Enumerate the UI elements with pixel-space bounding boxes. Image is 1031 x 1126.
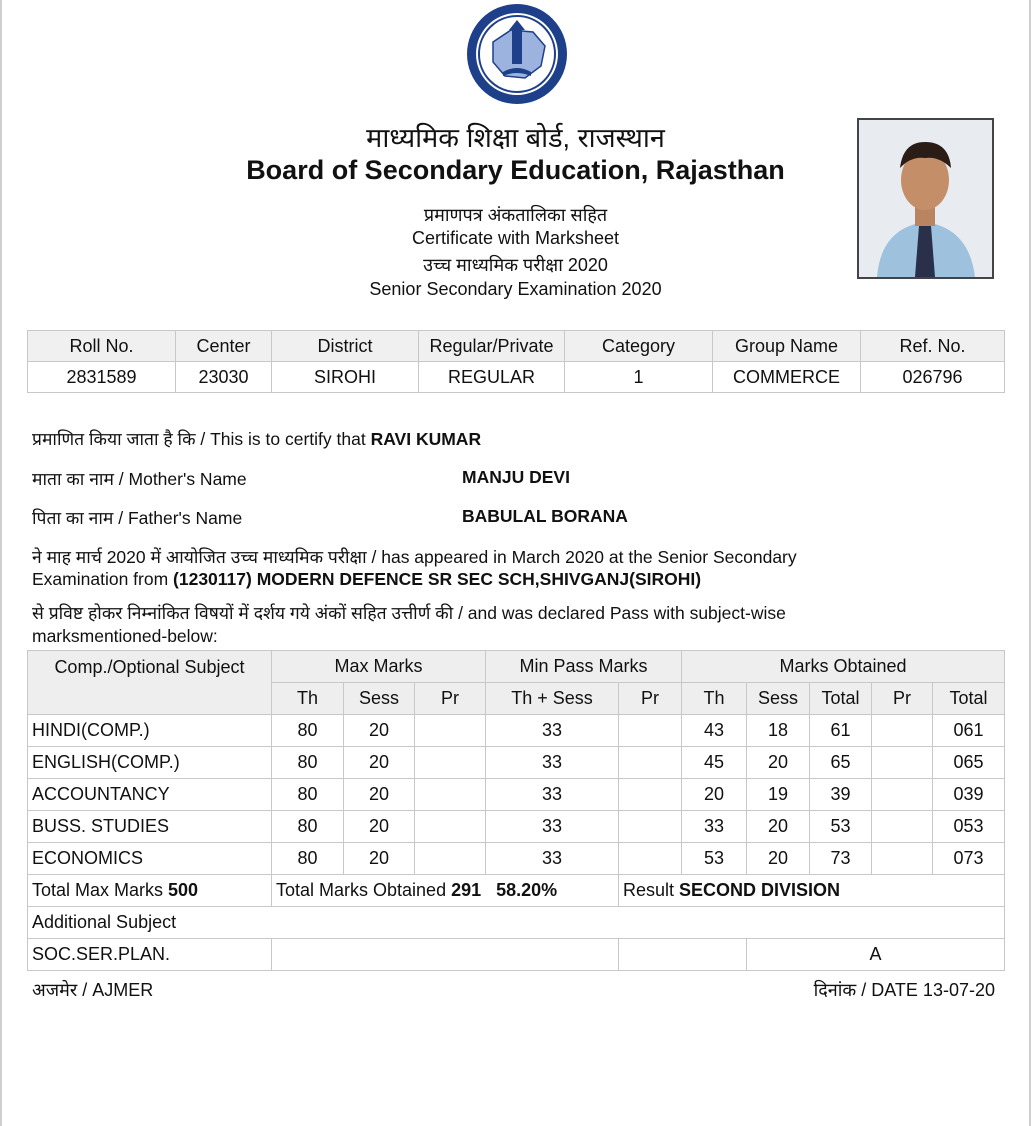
- additional-blank-2: [619, 939, 747, 971]
- school-line: [32, 569, 701, 590]
- obt-pr: [872, 843, 933, 875]
- max-marks-header: Max Marks: [272, 651, 486, 683]
- certify-hindi: प्रमाणित किया जाता है कि: [32, 429, 196, 449]
- min-pr: [619, 747, 682, 779]
- father-line: [32, 506, 242, 530]
- subject-name: ECONOMICS: [28, 843, 272, 875]
- roll-no-value: 2831589: [28, 362, 176, 393]
- grand-total: 053: [933, 811, 1005, 843]
- subject-name: ENGLISH(COMP.): [28, 747, 272, 779]
- english-title: Board of Secondary Education, Rajasthan: [246, 155, 785, 185]
- marks-obtained-header: Marks Obtained: [682, 651, 1005, 683]
- max-pr: [415, 779, 486, 811]
- obt-sess: 18: [747, 715, 810, 747]
- subject-name: HINDI(COMP.): [28, 715, 272, 747]
- additional-header-row: [28, 907, 1005, 939]
- grand-total: 061: [933, 715, 1005, 747]
- father-english: / Father's Name: [113, 508, 243, 528]
- obt-pr: [872, 715, 933, 747]
- min-th-sess-header: Th + Sess: [486, 683, 619, 715]
- obt-total: 53: [810, 811, 872, 843]
- max-sess: 20: [344, 779, 415, 811]
- board-logo: [463, 2, 571, 106]
- center-header: Center: [176, 331, 272, 362]
- grand-total: 073: [933, 843, 1005, 875]
- declared-line: [32, 601, 786, 625]
- school-name: (1230117) MODERN DEFENCE SR SEC SCH,SHIVGANJ(SIROHI): [173, 569, 702, 589]
- obt-sess: 20: [747, 843, 810, 875]
- table-row: [28, 779, 1005, 811]
- district-value: SIROHI: [272, 362, 419, 393]
- total-obtained-value: 291: [451, 880, 482, 900]
- min-th-sess: 33: [486, 779, 619, 811]
- student-name: RAVI KUMAR: [370, 429, 482, 449]
- obt-total-header: Total: [810, 683, 872, 715]
- father-hindi: पिता का नाम: [32, 508, 114, 528]
- issue-date: दिनांक / DATE 13-07-20: [813, 980, 995, 1000]
- table-row: [28, 843, 1005, 875]
- group-name-value: COMMERCE: [713, 362, 861, 393]
- subject-name: ACCOUNTANCY: [28, 779, 272, 811]
- student-info-table: [27, 330, 1005, 393]
- english-subtitle: Certificate with Marksheet: [411, 228, 620, 248]
- min-pr: [619, 779, 682, 811]
- total-max-label: Total Max Marks: [32, 880, 169, 900]
- regular-private-header: Regular/Private: [419, 331, 565, 362]
- appeared-hindi: ने माह मार्च 2020 में आयोजित उच्च माध्यमिक परीक्षा: [32, 547, 367, 567]
- obt-th: 33: [682, 811, 747, 843]
- max-pr: [415, 843, 486, 875]
- group-name-header: Group Name: [713, 331, 861, 362]
- declared-english: / and was declared Pass with subject-wise: [453, 603, 786, 623]
- result-cell: [619, 875, 1005, 907]
- subject-header: Comp./Optional Subject: [28, 651, 272, 715]
- min-pr: [619, 843, 682, 875]
- certify-english: / This is to certify that: [195, 429, 371, 449]
- max-pr: [415, 811, 486, 843]
- marks-table: [27, 650, 1005, 971]
- table-row: [28, 747, 1005, 779]
- min-th-sess: 33: [486, 811, 619, 843]
- max-sess: 20: [344, 843, 415, 875]
- hindi-subtitle: प्रमाणपत्र अंकतालिका सहित: [423, 205, 608, 225]
- issue-place: अजमेर / AJMER: [32, 980, 154, 1000]
- obt-th: 20: [682, 779, 747, 811]
- hindi-exam: उच्च माध्यमिक परीक्षा 2020: [423, 255, 608, 275]
- category-value: 1: [565, 362, 713, 393]
- district-header: District: [272, 331, 419, 362]
- min-th-sess: 33: [486, 747, 619, 779]
- obt-th: 45: [682, 747, 747, 779]
- obt-total: 73: [810, 843, 872, 875]
- student-photo: [857, 118, 994, 279]
- ref-no-value: 026796: [861, 362, 1005, 393]
- appeared-english: / has appeared in March 2020 at the Senior Secondary: [366, 547, 797, 567]
- obt-total: 61: [810, 715, 872, 747]
- obt-sess: 20: [747, 747, 810, 779]
- grand-total-header: Total: [933, 683, 1005, 715]
- declared-tail: marksmentioned-below:: [32, 626, 218, 646]
- max-sess-header: Sess: [344, 683, 415, 715]
- appeared-line: [32, 545, 797, 569]
- hindi-title: माध्यमिक शिक्षा बोर्ड, राजस्थान: [366, 123, 665, 153]
- mother-name: MANJU DEVI: [462, 467, 570, 487]
- max-sess: 20: [344, 811, 415, 843]
- max-sess: 20: [344, 747, 415, 779]
- additional-subject-name: SOC.SER.PLAN.: [28, 939, 272, 971]
- total-max-value: 500: [168, 880, 199, 900]
- grand-total: 039: [933, 779, 1005, 811]
- additional-blank-1: [272, 939, 619, 971]
- min-th-sess: 33: [486, 715, 619, 747]
- mother-hindi: माता का नाम: [32, 469, 114, 489]
- max-th: 80: [272, 747, 344, 779]
- totals-row: [28, 875, 1005, 907]
- max-th-header: Th: [272, 683, 344, 715]
- max-th: 80: [272, 779, 344, 811]
- obt-sess: 19: [747, 779, 810, 811]
- exam-from-label: Examination from: [32, 569, 174, 589]
- obt-total: 39: [810, 779, 872, 811]
- max-pr: [415, 715, 486, 747]
- total-obtained-label: Total Marks Obtained: [276, 880, 452, 900]
- obt-pr-header: Pr: [872, 683, 933, 715]
- obt-sess-header: Sess: [747, 683, 810, 715]
- obt-th: 53: [682, 843, 747, 875]
- result-label: Result: [623, 880, 680, 900]
- ref-no-header: Ref. No.: [861, 331, 1005, 362]
- regular-private-value: REGULAR: [419, 362, 565, 393]
- declared-hindi: से प्रविष्ट होकर निम्नांकित विषयों में दर्शय गये अंकों सहित उत्तीर्ण की: [32, 603, 454, 623]
- result-value: SECOND DIVISION: [679, 880, 841, 900]
- max-pr-header: Pr: [415, 683, 486, 715]
- mother-english: / Mother's Name: [113, 469, 247, 489]
- min-th-sess: 33: [486, 843, 619, 875]
- total-obtained-cell: [272, 875, 619, 907]
- obt-sess: 20: [747, 811, 810, 843]
- min-pass-header: Min Pass Marks: [486, 651, 682, 683]
- additional-subject-label: Additional Subject: [28, 907, 1005, 939]
- obt-total: 65: [810, 747, 872, 779]
- additional-subject-row: [28, 939, 1005, 971]
- father-name: BABULAL BORANA: [462, 506, 628, 526]
- additional-grade: A: [747, 939, 1005, 971]
- min-pr-header: Pr: [619, 683, 682, 715]
- certify-line: [32, 427, 481, 451]
- percentage: 58.20%: [496, 880, 558, 900]
- mother-line: [32, 467, 247, 491]
- obt-th: 43: [682, 715, 747, 747]
- min-pr: [619, 811, 682, 843]
- obt-pr: [872, 779, 933, 811]
- max-th: 80: [272, 843, 344, 875]
- table-row: [28, 811, 1005, 843]
- student-photo-figure: [859, 120, 992, 277]
- max-sess: 20: [344, 715, 415, 747]
- obt-pr: [872, 747, 933, 779]
- roll-no-header: Roll No.: [28, 331, 176, 362]
- table-row: [28, 715, 1005, 747]
- category-header: Category: [565, 331, 713, 362]
- obt-th-header: Th: [682, 683, 747, 715]
- max-th: 80: [272, 715, 344, 747]
- total-max-cell: [28, 875, 272, 907]
- center-value: 23030: [176, 362, 272, 393]
- obt-pr: [872, 811, 933, 843]
- english-exam: Senior Secondary Examination 2020: [369, 279, 662, 299]
- subject-name: BUSS. STUDIES: [28, 811, 272, 843]
- max-pr: [415, 747, 486, 779]
- min-pr: [619, 715, 682, 747]
- max-th: 80: [272, 811, 344, 843]
- grand-total: 065: [933, 747, 1005, 779]
